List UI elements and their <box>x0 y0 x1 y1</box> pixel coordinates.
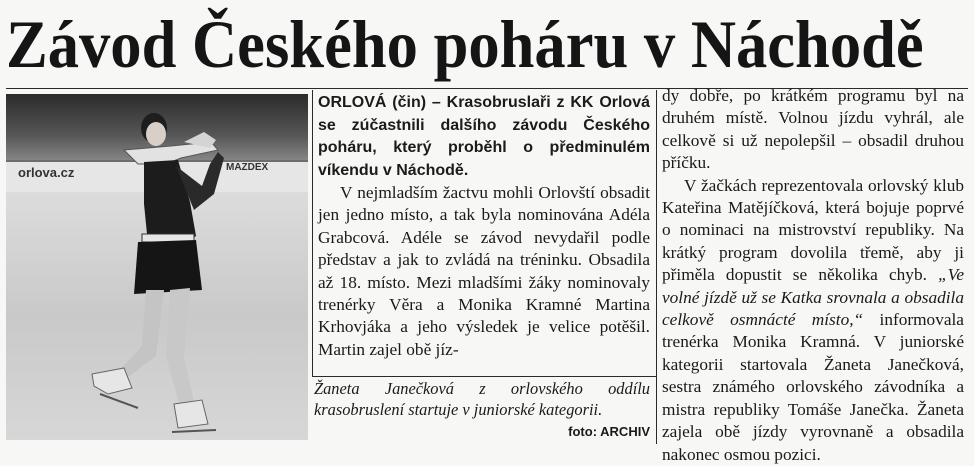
board-ad-right: MAZDEX <box>226 162 269 173</box>
article-column-middle: V nejmladším žactvu mohli Orlovští obsadit jen jedno místo, a tak byla nominována Adéla Grabcová. Adéle se závod nevydařil podle představ a jak to zvládá na tréninku. Obsadila až 18. místo. Mezi mladšími žáky nominovaly trenérky Věra a Monika Kramné Martina Krhovjáka a jeho výsledek je velice potěšil. Martin zajel obě jíz- <box>318 183 650 359</box>
skater-photo <box>6 94 308 440</box>
article-column-right <box>662 85 964 466</box>
trainer-quote: „Ve volné jízdě už se Katka srovnala a obsadila celkově osmnácté místo,“ <box>662 265 964 330</box>
column-divider-left <box>312 90 313 376</box>
photo-caption <box>314 378 650 442</box>
headline: Závod Českého poháru v Náchodě <box>6 6 924 82</box>
photo-credit: foto: ARCHIV <box>568 424 650 439</box>
right-paragraph-2-text: V žačkách reprezentovala orlovský klub Kateřina Matějíčková, která bojuje poprvé o nominaci na mistrovství republiky. Na krátký program dovolila třemě, aby ji přiměla dopustit se několika chyb. <box>662 175 964 285</box>
board-ad-left: orlova.cz <box>18 165 75 180</box>
caption-rule <box>312 376 656 377</box>
right-paragraph-2 <box>662 175 964 466</box>
article-lead: ORLOVÁ (čin) – Krasobruslaři z KK Orlová se zúčastnili dalšího závodu Českého poháru, který proběhl o předminulém víkendu v Náchodě. <box>318 94 650 179</box>
column-divider-right <box>656 90 657 444</box>
caption-text: Žaneta Janečková z orlovského oddílu krasobruslení startuje v juniorské kategorii. <box>314 379 650 419</box>
skater-figure <box>6 94 308 440</box>
right-paragraph-2-continuation: informovala trenérka Monika Kramná. V juniorské kategorii startovala Žaneta Janečková, sestra známého orlovského závodníka a mistra republiky Tomáše Janečka. Žaneta zajela obě jízdy vyrovnaně a obsadila nakonec osmou pozici. <box>662 310 964 464</box>
right-paragraph-1: dy dobře, po krátkém programu byl na druhém místě. Volnou jízdu vyhrál, ale celkově si už nepolepšil – obsadil druhou příčku. <box>662 86 964 173</box>
